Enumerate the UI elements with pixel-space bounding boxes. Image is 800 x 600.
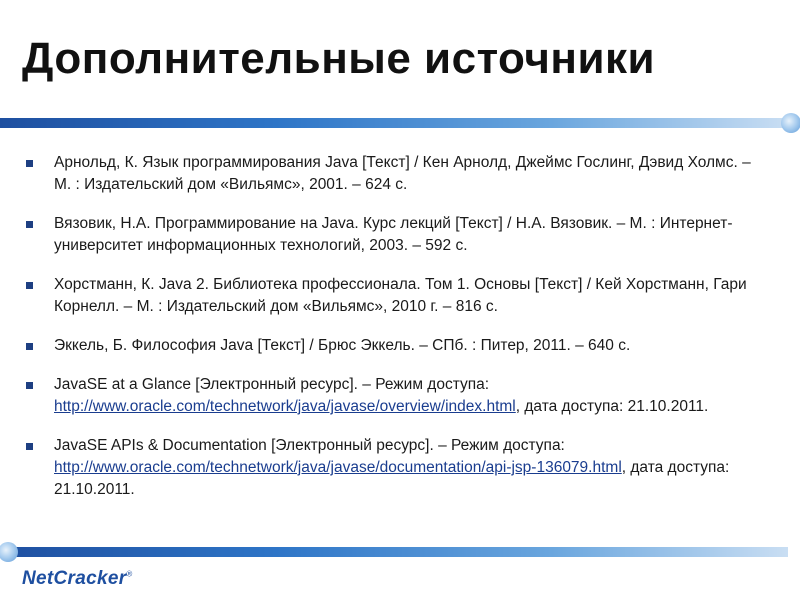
logo-text: NetCracker — [22, 568, 127, 589]
list-item — [24, 374, 764, 418]
reference-text: Хорстманн, К. Java 2. Библиотека профессионала. Том 1. Основы [Текст] / Кей Хорстманн, Гари Корнелл. – М. : Издательский дом «Вильямс», 2010 г. – 816 с. — [54, 276, 747, 315]
reference-text: Арнольд, К. Язык программирования Java [Текст] / Кен Арнолд, Джеймс Гослинг, Дэвид Холмс. – М. : Издательский дом «Вильямс», 2001. – 624 с. — [54, 154, 751, 193]
footer-divider-dot — [0, 542, 18, 562]
reference-text-suffix: , дата доступа: 21.10.2011. — [54, 459, 730, 498]
list-item — [24, 435, 764, 501]
square-bullet-icon — [26, 343, 33, 350]
list-item — [24, 213, 764, 257]
reference-text: Вязовик, Н.А. Программирование на Java. Курс лекций [Текст] / Н.А. Вязовик. – М. : Интернет-университет информационных технологий, 2003. – 592 с. — [54, 215, 733, 254]
javase-documentation-link[interactable]: http://www.oracle.com/technetwork/java/javase/documentation/api-jsp-136079.html — [54, 459, 622, 476]
footer-divider-bar — [0, 547, 788, 557]
square-bullet-icon — [26, 382, 33, 389]
reference-text: Эккель, Б. Философия Java [Текст] / Брюс Эккель. – СПб. : Питер, 2011. – 640 с. — [54, 337, 631, 354]
square-bullet-icon — [26, 221, 33, 228]
list-item — [24, 152, 764, 196]
reference-list — [24, 152, 764, 518]
netcracker-logo — [22, 568, 133, 590]
list-item — [24, 274, 764, 318]
header-divider-bar — [0, 118, 788, 128]
reference-text-suffix: , дата доступа: 21.10.2011. — [515, 398, 709, 415]
slide-title: Дополнительные источники — [22, 34, 656, 83]
list-item — [24, 335, 764, 357]
square-bullet-icon — [26, 160, 33, 167]
header-divider-dot — [781, 113, 800, 133]
square-bullet-icon — [26, 443, 33, 450]
registered-mark: ® — [126, 569, 133, 579]
reference-text: JavaSE at a Glance [Электронный ресурс]. – Режим доступа: — [54, 376, 490, 393]
javase-overview-link[interactable]: http://www.oracle.com/technetwork/java/javase/overview/index.html — [54, 398, 516, 415]
square-bullet-icon — [26, 282, 33, 289]
reference-text: JavaSE APIs & Documentation [Электронный ресурс]. – Режим доступа: — [54, 437, 565, 454]
